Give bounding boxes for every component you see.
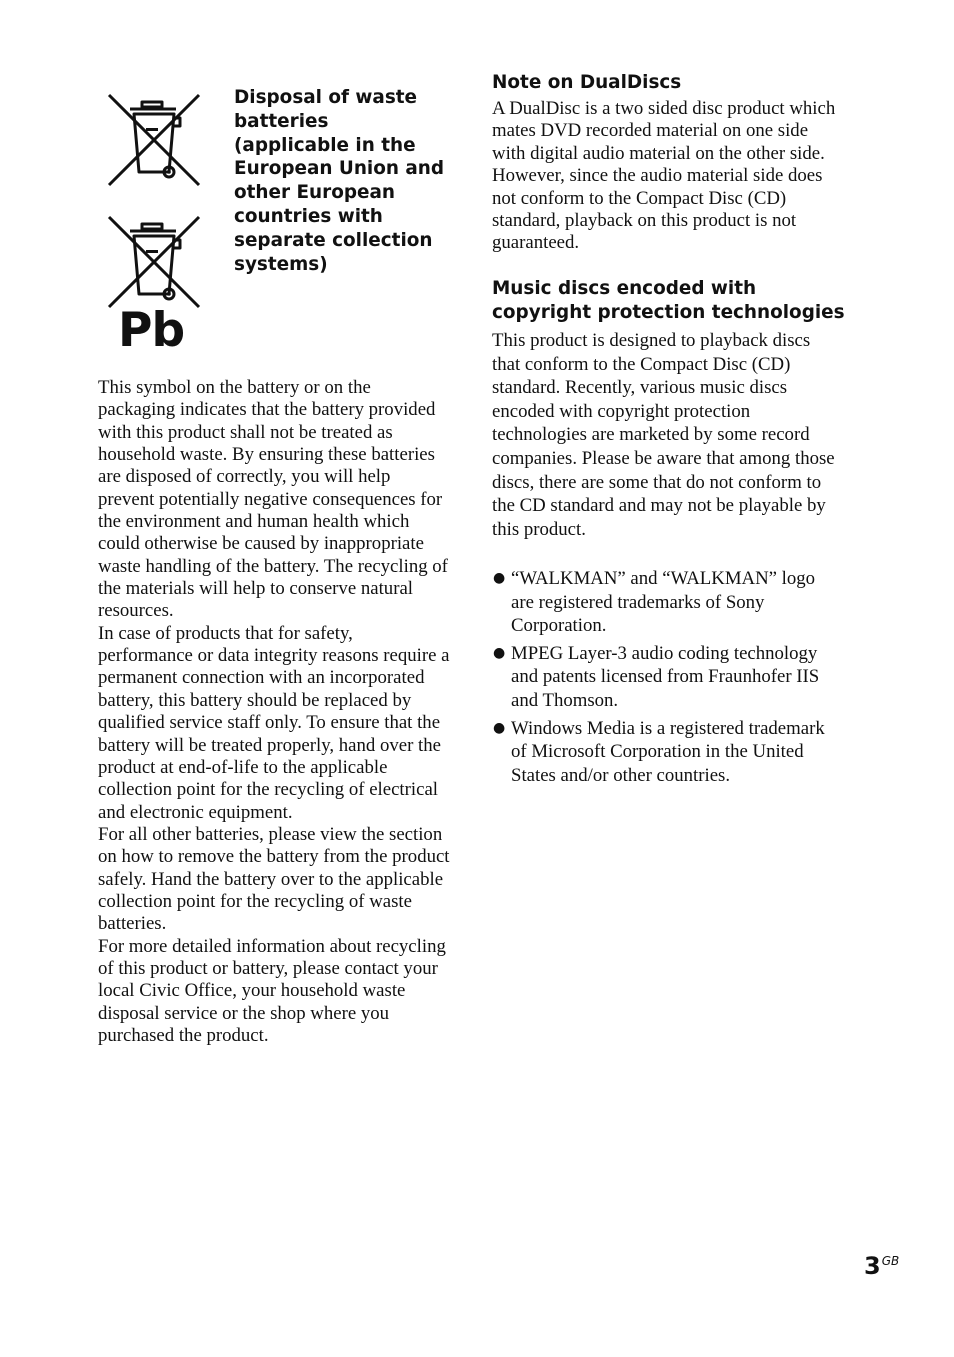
page-number-value: 3 [864, 1252, 881, 1280]
crossed-out-wheelie-bin-icon [106, 214, 202, 312]
disposal-heading: Disposal of waste batteries (applicable in the European Union and other European countries with separate collection systems) [234, 87, 445, 275]
trademark-text: MPEG Layer-3 audio coding technology and patents licensed from Fraunhofer IIS and Thomson. [511, 642, 820, 711]
disposal-paragraph: For all other batteries, please view the section on how to remove the battery from the product safely. Hand the battery over to the applicable collection point for the recycling of waste batteries. [98, 823, 450, 935]
disposal-paragraph: In case of products that for safety, performance or data integrity reasons require a permanent connection with an incorporated battery, this battery should be replaced by qualified service staff only. To ensure that the battery will be treated properly, hand over the product at end-of-life to the applicable collection point for the recycling of electrical and electronic equipment. [98, 622, 450, 823]
list-item [492, 567, 842, 638]
bullet-icon: ● [493, 644, 506, 661]
crossed-out-wheelie-bin-icon [106, 92, 202, 190]
disposal-paragraph: For more detailed information about recycling of this product or battery, please contact your local Civic Office, your household waste disposal service or the shop where you purchased the product. [98, 935, 446, 1046]
list-item [492, 717, 842, 788]
page-language-suffix: GB [881, 1254, 900, 1268]
dualdisc-heading: Note on DualDiscs [492, 72, 682, 93]
disposal-body [98, 377, 450, 1047]
pb-lead-symbol: Pb [118, 303, 185, 358]
bullet-icon: ● [493, 719, 506, 736]
trademark-text: “WALKMAN” and “WALKMAN” logo are registered trademarks of Sony Corporation. [511, 568, 816, 637]
trademark-text: Windows Media is a registered trademark of Microsoft Corporation in the United States and/or other countries. [511, 717, 825, 786]
trademark-list [492, 567, 842, 791]
dualdisc-body: A DualDisc is a two sided disc product which mates DVD recorded material on one side with digital audio material on the other side. However, since the audio material side does not conform to the Compact Disc (CD) standard, playback on this product is not guaranteed. [492, 98, 836, 254]
page-number [864, 1246, 899, 1281]
music-discs-heading: Music discs encoded with copyright protection technologies [492, 278, 845, 323]
bullet-icon: ● [493, 570, 506, 586]
list-item [492, 642, 842, 713]
battery-disposal-symbols [106, 92, 206, 358]
music-discs-body: This product is designed to playback discs that conform to the Compact Disc (CD) standard. Recently, various music discs encoded with copyright protection technologies are marketed by some record companies. Please be aware that among those discs, there are some that do not conform to the CD standard and may not be playable by this product. [492, 330, 835, 540]
disposal-paragraph: This symbol on the battery or on the packaging indicates that the battery provided with this product shall not be treated as household waste. By ensuring these batteries are disposed of correctly, you will help prevent potentially negative consequences for the environment and human health which could otherwise be caused by inappropriate waste handling of the battery. The recycling of the materials will help to conserve natural resources. [98, 377, 448, 622]
